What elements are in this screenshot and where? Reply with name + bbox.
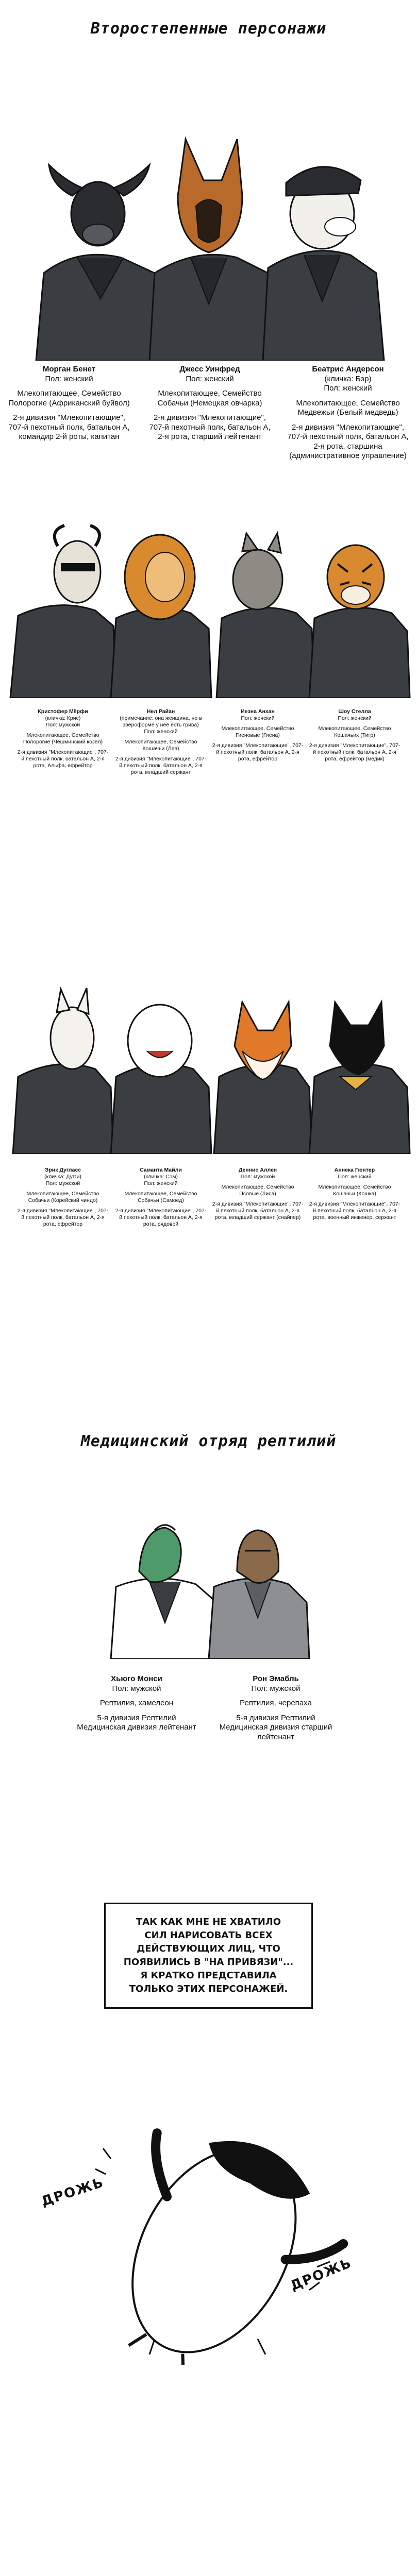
character-card bbox=[148, 365, 272, 442]
character-card bbox=[211, 1167, 304, 1221]
character-card bbox=[7, 365, 131, 442]
sfx-shiver-right: ДРОЖЬ bbox=[288, 2255, 355, 2294]
character-sex: Пол: мужской bbox=[112, 1684, 161, 1693]
character-species: Млекопитающее, Семейство Кошачьи (Лев) bbox=[124, 739, 197, 752]
character-card bbox=[308, 1167, 401, 1221]
character-cat bbox=[309, 1002, 410, 1154]
character-species: Млекопитающее, Семейство Кошачьих (Тигр) bbox=[318, 725, 391, 738]
character-note: (кличка: Крис) bbox=[45, 715, 81, 721]
character-card bbox=[75, 1674, 198, 1733]
character-note: (кличка: Сэм) bbox=[144, 1174, 178, 1180]
character-sex: Пол: мужской bbox=[45, 722, 80, 728]
character-fox bbox=[214, 1002, 312, 1154]
character-name: Кристофер Мёрфи bbox=[38, 708, 88, 715]
character-sex: Пол: женский bbox=[186, 374, 234, 383]
character-species: Млекопитающее, Семейство Собачьи (Немецкая овчарка) bbox=[157, 389, 262, 408]
character-division: 5-я дивизия Рептилий Медицинская дивизия старший лейтенант bbox=[219, 1713, 332, 1741]
character-division: 2-я дивизия "Млекопитающие", 707-й пехотный полк, батальон А, 2-я рота, ефрейтор bbox=[212, 742, 304, 762]
character-card bbox=[211, 708, 304, 762]
character-shepherd bbox=[149, 139, 271, 361]
character-name: Эрик Дугласс bbox=[44, 1167, 81, 1173]
character-name: Иезна Анхан bbox=[241, 708, 275, 715]
character-name: Хьюго Монси bbox=[111, 1674, 162, 1683]
character-division: 2-я дивизия "Млекопитающие", 707-й пехотный полк, батальон А, 2-я рота, военный инженер, сержант bbox=[309, 1201, 401, 1221]
character-species: Млекопитающее, Семейство Собачьи (Корейский чиндо) bbox=[26, 1191, 99, 1204]
character-division: 2-я дивизия "Млекопитающие", 707-й пехотный полк, батальон А, 2-я рота, старший лейтенант bbox=[149, 413, 271, 441]
character-card bbox=[286, 365, 410, 461]
character-species: Млекопитающее, Семейство Псовые (Лиса) bbox=[221, 1184, 294, 1197]
character-species: Млекопитающее, Семейство Медвежьи (Белый медведь) bbox=[296, 398, 400, 417]
character-sex: Пол: женский bbox=[45, 374, 93, 383]
character-sex: Пол: женский bbox=[338, 1174, 372, 1180]
character-species: Млекопитающее, Семейство Собачьи (Самоед) bbox=[124, 1191, 197, 1204]
section-title-medical: Медицинский отряд рептилий bbox=[80, 1432, 337, 1450]
character-card bbox=[114, 1167, 207, 1228]
character-sex: Пол: мужской bbox=[45, 1180, 80, 1187]
character-samoyed bbox=[111, 1005, 211, 1154]
character-species: Рептилия, хамелеон bbox=[99, 1699, 174, 1707]
narration-text: ТАК КАК МНЕ НЕ ХВАТИЛО СИЛ НАРИСОВАТЬ ВСЕХ ДЕЙСТВУЮЩИХ ЛИЦ, ЧТО ПОЯВИЛИСЬ В "НА ПРИВЯЗИ"... Я КРАТКО ПРЕДСТАВИЛА ТОЛЬКО ЭТИХ ПЕРСОНАЖЕЙ. bbox=[123, 1917, 294, 1994]
character-division: 2-я дивизия "Млекопитающие", 707-й пехотный полк, батальон А, 2-я рота, ефрейтор bbox=[17, 1208, 109, 1227]
illustration-soldiers-group-2 bbox=[0, 523, 417, 698]
character-jindo bbox=[13, 988, 113, 1154]
character-division: 2-я дивизия "Млекопитающие", 707-й пехотный полк, батальон А, 2-я рота, ефрейтор (медик) bbox=[309, 742, 401, 762]
character-name: Аннека Гюнтер bbox=[334, 1167, 375, 1173]
character-card bbox=[16, 708, 109, 769]
character-division: 5-я дивизия Рептилий Медицинская дивизия лейтенант bbox=[77, 1713, 196, 1732]
character-turtle bbox=[209, 1530, 309, 1659]
character-sex: Пол: женский bbox=[338, 715, 372, 721]
character-division: 2-я дивизия "Млекопитающие", 707-й пехотный полк, батальон А, 2-я рота, младший сержант bbox=[115, 756, 207, 775]
character-sex: Пол: женский bbox=[241, 715, 275, 721]
illustration-shivering-character bbox=[0, 2097, 417, 2365]
character-goat bbox=[10, 526, 116, 698]
character-sex: Пол: мужской bbox=[251, 1684, 301, 1693]
character-division: 2-я дивизия "Млекопитающие", 707-й пехотный полк, батальон А, 2-я рота, Альфа, ефрейтор bbox=[17, 749, 109, 769]
character-note: (кличка: Бэр) bbox=[324, 374, 372, 383]
character-name: Шоу Стелла bbox=[338, 708, 371, 715]
character-tiger bbox=[309, 545, 410, 698]
character-name: Морган Бенет bbox=[42, 365, 96, 374]
character-species: Рептилия, черепаха bbox=[240, 1699, 312, 1707]
sfx-shiver-left: ДРОЖЬ bbox=[39, 2175, 106, 2210]
character-polar-bear bbox=[263, 167, 384, 361]
character-note: (кличка: Дугги) bbox=[44, 1174, 81, 1180]
character-species: Млекопитающее, Семейство Полорогие (Чешминский козёл) bbox=[23, 732, 103, 745]
character-sex: Пол: мужской bbox=[240, 1174, 275, 1180]
character-species: Млекопитающее, Семейство Кошачьи (Кошка) bbox=[318, 1184, 391, 1197]
character-name: Беатрис Андерсон bbox=[312, 365, 384, 374]
character-species: Млекопитающее, Семейство Гиеновые (Гиена) bbox=[221, 725, 294, 738]
illustration-officers-group-1 bbox=[0, 103, 417, 361]
character-sex: Пол: женский bbox=[144, 728, 178, 735]
character-name: Деннис Аллен bbox=[238, 1167, 277, 1173]
character-division: 2-я дивизия "Млекопитающие", 707-й пехотный полк, батальон А, 2-я рота, старшина (административное управление) bbox=[287, 422, 409, 460]
character-name: Рон Эмабль bbox=[253, 1674, 299, 1683]
character-card bbox=[214, 1674, 338, 1742]
character-division: 2-я дивизия "Млекопитающие", 707-й пехотный полк, батальон А, 2-я рота, младший сержант (снайпер) bbox=[212, 1201, 304, 1221]
character-card bbox=[308, 708, 401, 762]
character-name: Джесс Уинфред bbox=[179, 365, 240, 374]
character-card bbox=[16, 1167, 109, 1228]
character-division: 2-я дивизия "Млекопитающие", 707-й пехотный полк, батальон А, командир 2-й роты, капитан bbox=[8, 413, 130, 441]
narration-box bbox=[104, 1903, 313, 2009]
character-division: 2-я дивизия "Млекопитающие", 707-й пехотный полк, батальон А, 2-я рота, рядовой bbox=[115, 1208, 207, 1227]
character-name: Саманта Майли bbox=[140, 1167, 182, 1173]
character-lion bbox=[111, 535, 211, 698]
illustration-reptile-medics bbox=[0, 1515, 417, 1659]
character-name: Нел Райан bbox=[146, 708, 175, 715]
section-title-secondary: Второстепенные персонажи bbox=[90, 20, 327, 38]
character-buffalo bbox=[36, 165, 170, 361]
character-species: Млекопитающее, Семейство Полорогие (Африканский буйвол) bbox=[8, 389, 130, 408]
illustration-soldiers-group-3 bbox=[0, 974, 417, 1154]
character-note: (примечание: она женщина, но в звероформе у неё есть грива) bbox=[120, 715, 202, 728]
character-card bbox=[114, 708, 207, 776]
character-sex: Пол: женский bbox=[324, 384, 372, 393]
character-chameleon bbox=[111, 1525, 219, 1659]
character-hyena bbox=[216, 533, 314, 698]
character-sex: Пол: женский bbox=[144, 1180, 178, 1187]
character-penguin bbox=[63, 2100, 365, 2365]
